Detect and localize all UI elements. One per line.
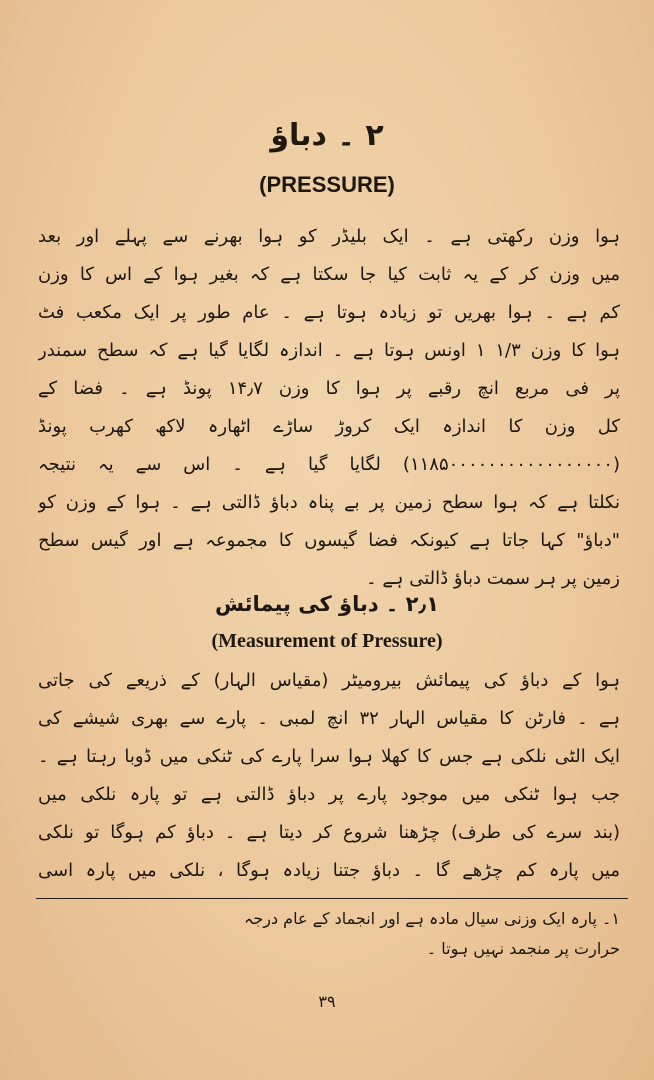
text-line: نکلتا ہے کہ ہوا سطح زمین پر بے پناہ دباؤ ڈالتی ہے ۔ ہوا کے وزن کو [38, 492, 620, 513]
paragraph-measurement [38, 662, 620, 890]
footnote [40, 904, 620, 964]
text-line: زمین پر ہر سمت دباؤ ڈالتی ہے ۔ [366, 568, 620, 589]
text-line: جب ہوا ٹنکی میں موجود پارے پر دباؤ ڈالتی ہے تو پارہ نلکی میں [38, 784, 620, 805]
text-line: ہوا وزن رکھتی ہے ۔ ایک بلیڈر کو ہوا بھرنے سے پہلے اور بعد [38, 226, 620, 247]
text-line: "دباؤ" کہا جاتا ہے کیونکہ فضا گیسوں کا مجموعہ ہے اور گیس سطح [38, 530, 620, 551]
paragraph-intro [38, 218, 620, 598]
text-line: پر فی مربع انچ رقبے پر ہوا کا وزن ۱۴٫۷ پونڈ ہے ۔ فضا کے [38, 378, 620, 399]
text-line: ہوا کے دباؤ کی پیمائش بیرومیٹر (مقیاس الہار) کے ذریعے کی جاتی [38, 670, 620, 691]
text-line: ہوا کا وزن ۱/۳ ۱ اونس ہوتا ہے ۔ اندازہ لگایا گیا ہے کہ سطح سمندر [38, 340, 620, 361]
page-number: ۳۹ [318, 992, 336, 1011]
section-title-urdu: ۲٫۱ ۔ دباؤ کی پیمائش [214, 592, 440, 616]
footnote-line: ۱۔ پارہ ایک وزنی سیال مادہ ہے اور انجماد کے عام درجہ [243, 909, 620, 928]
text-line: کل وزن کا اندازہ ایک کروڑ ساڑے اٹھارہ لاکھ کھرب پونڈ [38, 416, 620, 437]
section-title-english: (Measurement of Pressure) [211, 630, 443, 652]
footnote-divider [36, 898, 628, 899]
text-line: میں پارہ کم چڑھے گا ۔ دباؤ جتنا زیادہ ہوگا ، نلکی میں پارہ اسی [38, 860, 620, 881]
text-line: (۱۱۸۵۰۰۰۰۰۰۰۰۰۰۰۰۰۰۰۰۰) لگایا گیا ہے ۔ اس سے یہ نتیجہ [38, 454, 620, 475]
text-line: (بند سرے کی طرف) چڑھنا شروع کر دیتا ہے ۔ دباؤ کم ہوگا تو نلکی [38, 822, 620, 843]
footnote-line: حرارت پر منجمد نہیں ہوتا ۔ [426, 939, 620, 958]
text-line: کم ہے ۔ ہوا بھریں تو زیادہ ہوتا ہے ۔ عام طور پر ایک مکعب فٹ [38, 302, 620, 323]
text-line: ہے ۔ فارٹن کا مقیاس الہار ۳۲ انچ لمبی ۔ پارے سے بھری شیشے کی [38, 708, 620, 729]
text-line: میں وزن کر کے یہ ثابت کیا جا سکتا ہے کہ بغیر ہوا کے اس کا وزن [38, 264, 620, 285]
chapter-title-english: (PRESSURE) [259, 172, 395, 197]
chapter-title-urdu: ۲ ۔ دباؤ [270, 118, 384, 153]
text-line: ایک الٹی نلکی ہے جس کا کھلا ہوا سرا پارے کی ٹنکی میں ڈوبا رہتا ہے ۔ [38, 746, 620, 767]
